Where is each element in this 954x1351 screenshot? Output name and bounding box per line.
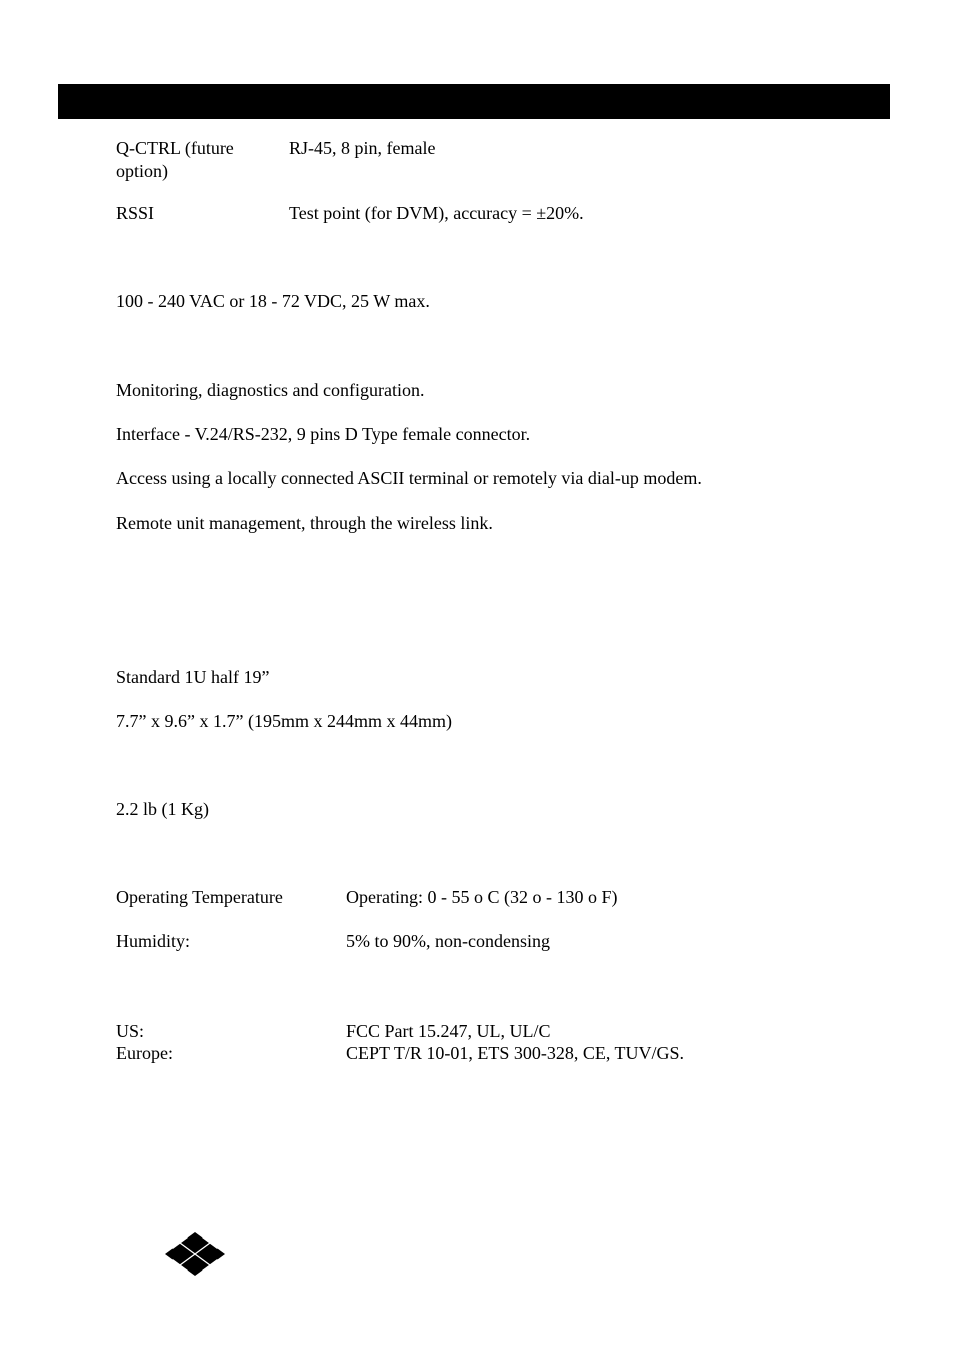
enclosure-text: Standard 1U half 19” [116, 667, 270, 687]
management-line: Interface - V.24/RS-232, 9 pins D Type female connector. [116, 424, 531, 444]
weight-text: 2.2 lb (1 Kg) [116, 799, 209, 819]
qctrl-label-line1: Q-CTRL (future [116, 138, 234, 158]
diamond-grid-logo-icon [165, 1232, 225, 1276]
header-bar [58, 84, 890, 119]
compliance-us-label: US: [116, 1021, 145, 1041]
temperature-label: Operating Temperature [116, 887, 283, 907]
compliance-us-value: FCC Part 15.247, UL, UL/C [346, 1021, 551, 1041]
humidity-value: 5% to 90%, non-condensing [346, 931, 550, 951]
rssi-label: RSSI [116, 203, 155, 223]
qctrl-label-line2: option) [116, 161, 168, 181]
compliance-europe-label: Europe: [116, 1043, 173, 1063]
compliance-europe-value: CEPT T/R 10-01, ETS 300-328, CE, TUV/GS. [346, 1043, 685, 1063]
humidity-label: Humidity: [116, 931, 191, 951]
rssi-value: Test point (for DVM), accuracy = ±20%. [289, 203, 584, 223]
temperature-value: Operating: 0 - 55 o C (32 o - 130 o F) [346, 887, 618, 907]
dimensions-text: 7.7” x 9.6” x 1.7” (195mm x 244mm x 44mm) [116, 711, 452, 731]
management-line: Remote unit management, through the wireless link. [116, 513, 493, 533]
management-line: Access using a locally connected ASCII terminal or remotely via dial-up modem. [116, 468, 702, 488]
qctrl-value: RJ-45, 8 pin, female [289, 138, 436, 158]
power-text: 100 - 240 VAC or 18 - 72 VDC, 25 W max. [116, 291, 430, 311]
management-line: Monitoring, diagnostics and configuration. [116, 380, 425, 400]
